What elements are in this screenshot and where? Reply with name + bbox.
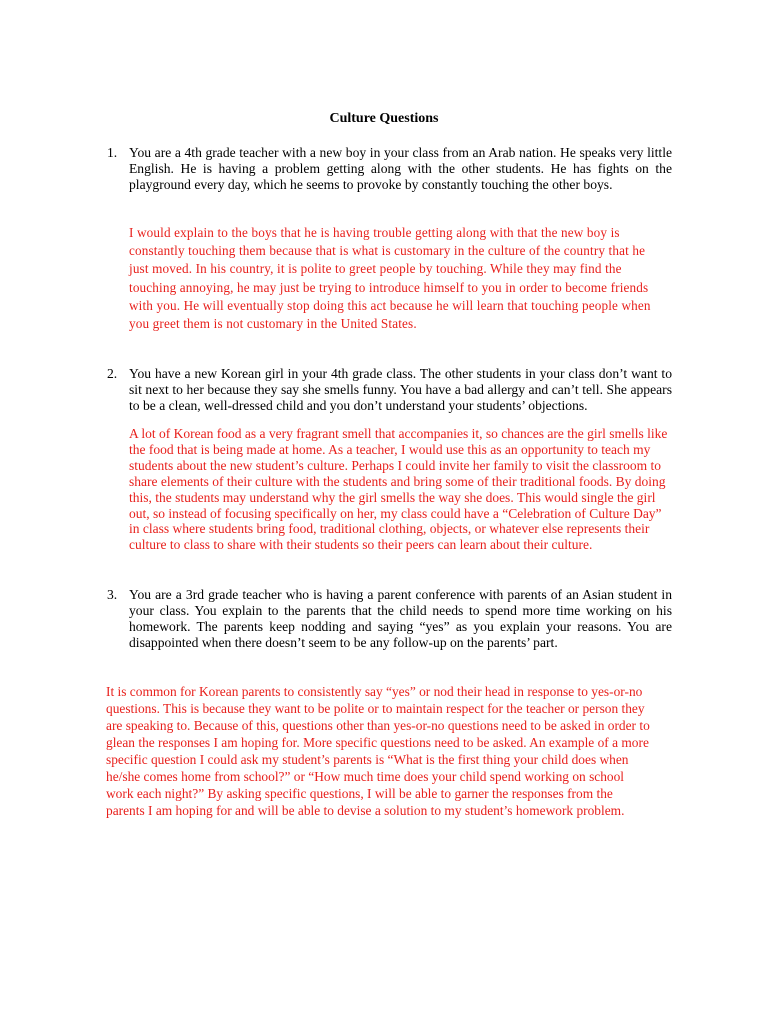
question-number: 2.	[107, 366, 118, 381]
answer-2: A lot of Korean food as a very fragrant smell that accompanies it, so chances are the girl smells like the food that is being made at home. As a teacher, I would use this as an opportunity to teach my students about the new student’s culture. Perhaps I could invite her family to visit the classroom to share elements of their culture with the students and bring some of their traditional foods. By doing this, the students may understand why the girl smells the way she does. This would single the girl out, so instead of focusing specifically on her, my class could have a “Celebration of Culture Day” in class where students bring food, traditional clothing, objects, or whatever else represents their culture to class to share with their students so their peers can learn about their culture.	[129, 426, 668, 553]
answer-3: It is common for Korean parents to consistently say “yes” or nod their head in response to yes-or-no questions. This is because they want to be polite or to maintain respect for the teacher or person they are speaking to. Because of this, questions other than yes-or-no questions need to be asked in order to glean the responses I am hoping for. More specific questions need to be asked. An example of a more specific question I could ask my student’s parents is “What is the first thing your child does when he/she comes home from school?” or “How much time does your child spend working on school work each night?” By asking specific questions, I will be able to garner the responses from the parents I am hoping for and will be able to devise a solution to my student’s homework problem.	[106, 684, 650, 818]
question-1	[107, 145, 672, 193]
question-text: You are a 3rd grade teacher who is having a parent conference with parents of an Asian student in your class. You explain to the parents that the child needs to spend more time working on his homework. The parents keep nodding and saying “yes” as you explain your reasons. You are disappointed when there doesn’t seem to be any follow-up on the parents’ part.	[129, 587, 672, 650]
document-title: Culture Questions	[329, 111, 439, 126]
question-text: You are a 4th grade teacher with a new boy in your class from an Arab nation. He speaks very little English. He is having a problem getting along with the other students. He has fights on the playground every day, which he seems to provoke by constantly touching the other boys.	[129, 145, 672, 192]
question-number: 1.	[107, 145, 118, 160]
question-2	[107, 366, 672, 414]
answer-1: I would explain to the boys that he is having trouble getting along with that the new boy is constantly touching them because that is what is customary in the culture of the country that he just moved. In his country, it is polite to greet people by touching. While they may find the touching annoying, he may just be trying to introduce himself to you in order to become friends with you. He will eventually stop doing this act because he will learn that touching people when you greet them is not customary in the United States.	[129, 225, 651, 332]
question-text: You have a new Korean girl in your 4th grade class. The other students in your class don’t want to sit next to her because they say she smells funny. You have a bad allergy and can’t tell. She appears to be a clean, well-dressed child and you don’t understand your students’ objections.	[129, 366, 672, 413]
question-3	[107, 587, 672, 651]
question-number: 3.	[107, 587, 118, 602]
